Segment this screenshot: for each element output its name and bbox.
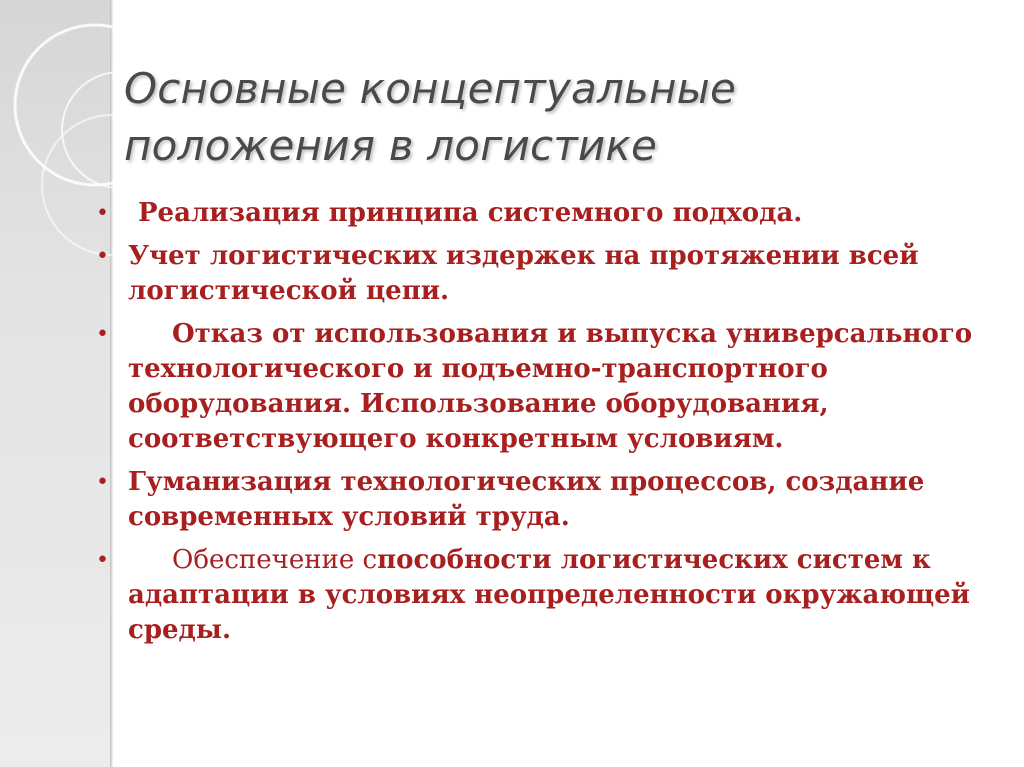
bullet-text: Гуманизация технологических процессов, создание современных условий труда.: [128, 467, 925, 532]
bullet-text-normal: Обеспечение с: [172, 545, 378, 575]
bullet-text: Отказ от использования и выпуска универсального технологического и подъемно-транспортного оборудования. Использование оборудования, соответствующего конкретным условиям.: [128, 319, 973, 454]
bullet-text: пособности логистических систем к адаптации в условиях неопределенности окружающей среды.: [128, 545, 970, 645]
bullet-text: Учет логистических издержек на протяжении всей логистической цепи.: [128, 241, 919, 306]
bullet-item: [96, 196, 996, 231]
bullet-text: Реализация принципа системного подхода.: [138, 198, 803, 228]
bullet-dot-icon: •: [96, 548, 109, 573]
bullet-dot-icon: •: [96, 470, 109, 495]
page-title: [124, 60, 984, 174]
bullet-item: [96, 317, 996, 457]
bullet-item: [96, 239, 996, 309]
title-line-2: положения в логистике: [124, 121, 658, 170]
title-line-1: Основные концептуальные: [124, 64, 737, 113]
bullet-item: [96, 465, 996, 535]
bullet-item: [96, 543, 996, 648]
bullet-dot-icon: •: [96, 201, 109, 226]
bullet-list: [96, 196, 996, 656]
bullet-dot-icon: •: [96, 322, 109, 347]
bullet-dot-icon: •: [96, 244, 109, 269]
